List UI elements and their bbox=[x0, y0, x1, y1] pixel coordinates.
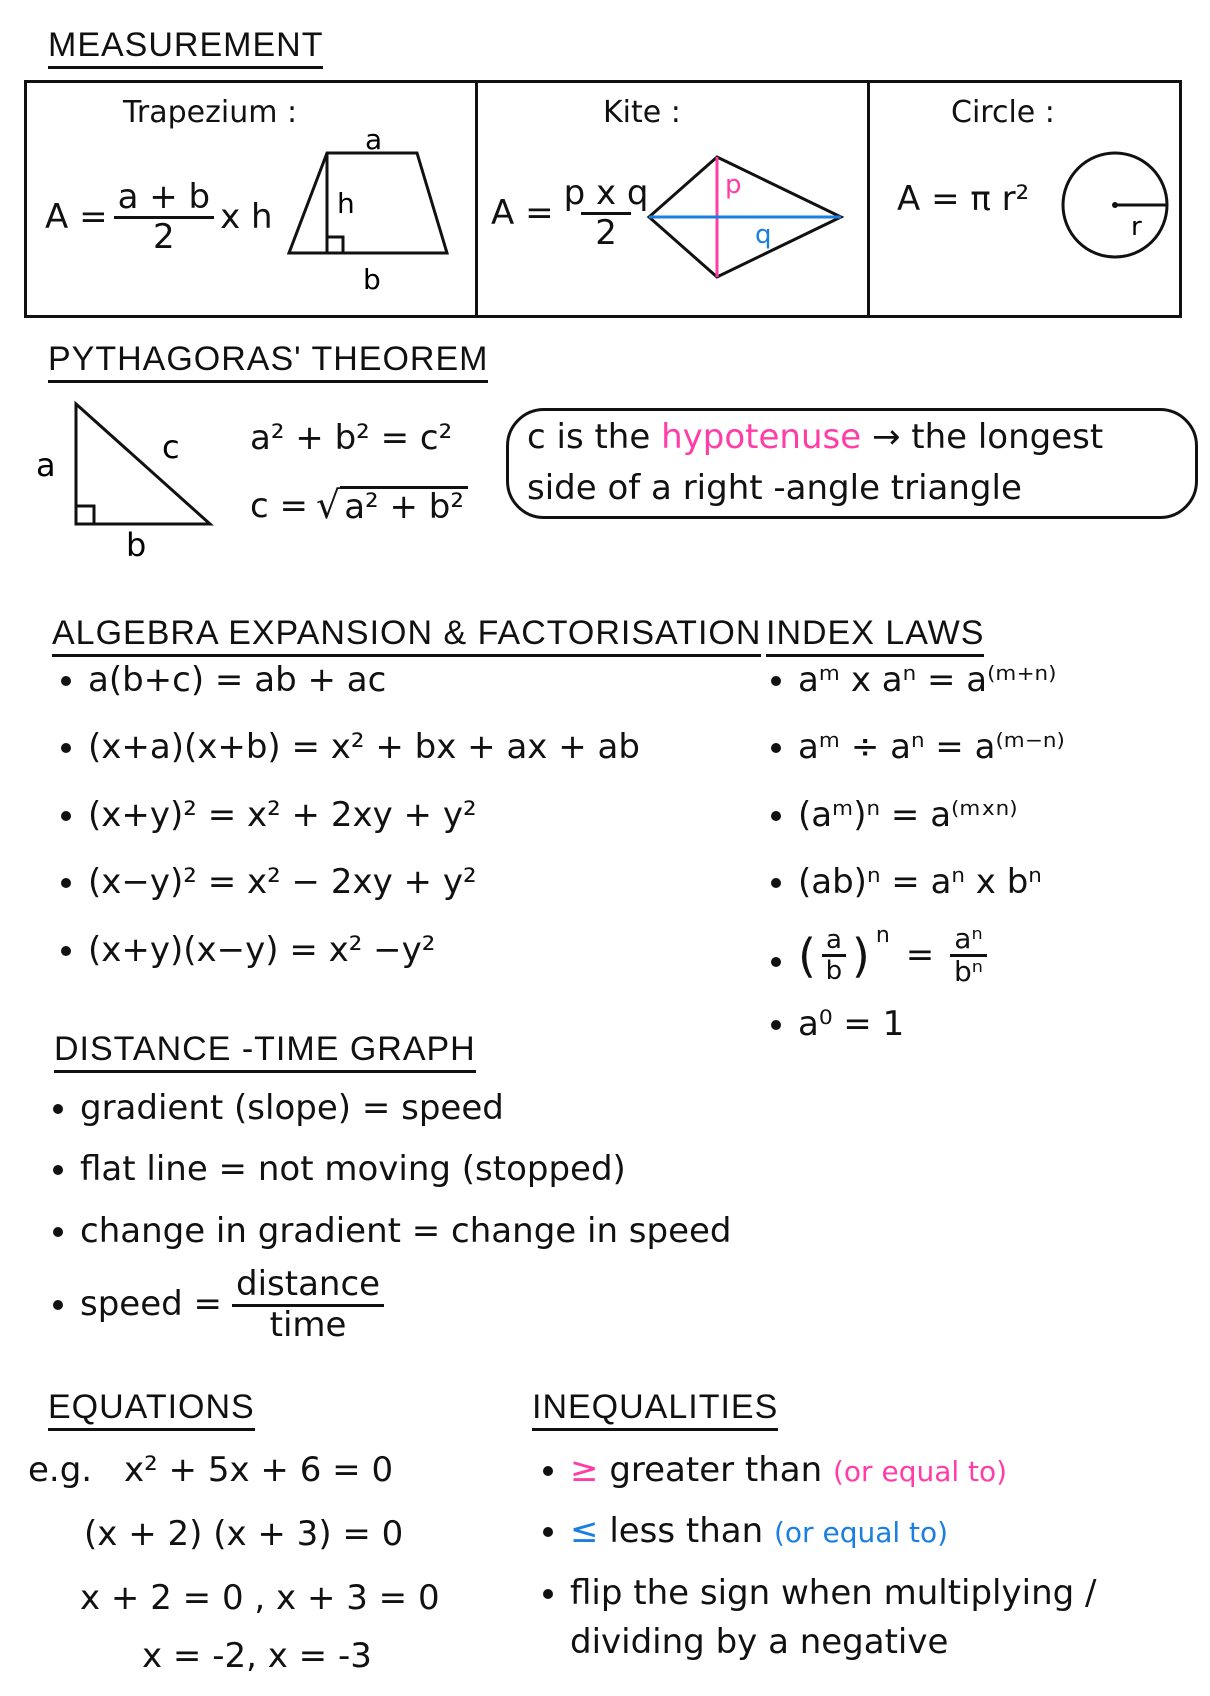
triangle-label-c: c bbox=[162, 428, 180, 466]
less-than-text: less than bbox=[609, 1511, 764, 1552]
less-than-note: (or equal to) bbox=[774, 1516, 949, 1550]
circle-diagram bbox=[1057, 147, 1177, 267]
kite-cell bbox=[475, 83, 870, 315]
law-lhs-numerator: a bbox=[822, 926, 846, 958]
circle-cell bbox=[867, 83, 1179, 315]
equation-line-3: x + 2 = 0 , x + 3 = 0 bbox=[80, 1578, 440, 1618]
pythagoras-heading: PYTHAGORAS' THEOREM bbox=[48, 342, 488, 383]
list-item: • flat line = not moving (stopped) bbox=[80, 1151, 840, 1188]
trapezium-cell bbox=[27, 83, 478, 315]
circle-formula: A = π r² bbox=[897, 179, 1030, 219]
trapezium-label-h: h bbox=[337, 187, 355, 220]
flip-sign-item bbox=[570, 1572, 1210, 1663]
pythagoras-equation: a² + b² = c² bbox=[250, 418, 453, 458]
trapezium-formula bbox=[45, 179, 273, 257]
root-sign-icon: √ bbox=[316, 483, 341, 527]
fraction-power-law: • ( $\frac{a}{b}$ ) $^n$ = $\frac{\text{aⁿ}}{\text{bⁿ}}$ bbox=[798, 924, 1208, 989]
hypotenuse-note-line2: side of a right -angle triangle bbox=[527, 468, 1022, 509]
speed-denominator: time bbox=[269, 1304, 347, 1345]
greater-than-note: (or equal to) bbox=[833, 1455, 1008, 1488]
hypotenuse-note-bubble bbox=[506, 408, 1198, 519]
kite-label-p: p bbox=[725, 170, 742, 200]
speed-numerator: distance bbox=[232, 1266, 384, 1306]
kite-formula-lhs: A = bbox=[491, 193, 554, 234]
measurement-heading: MEASUREMENT bbox=[48, 28, 323, 69]
greater-than-text: greater than bbox=[609, 1450, 823, 1490]
greater-than-item bbox=[570, 1452, 1210, 1489]
list-item: • (x+a)(x+b) = x² + bx + ax + ab bbox=[88, 729, 748, 766]
greater-equal-symbol: ≥ bbox=[570, 1450, 599, 1490]
flip-sign-line2: dividing by a negative bbox=[570, 1622, 949, 1663]
trapezium-label-b: b bbox=[363, 263, 381, 296]
speed-lhs: • speed = bbox=[80, 1284, 223, 1325]
note-hypotenuse: hypotenuse bbox=[661, 417, 862, 457]
less-than-item bbox=[570, 1513, 1210, 1550]
triangle-label-b: b bbox=[126, 526, 147, 564]
equations-eg: e.g. bbox=[28, 1450, 93, 1490]
equation-line-2: (x + 2) (x + 3) = 0 bbox=[84, 1514, 404, 1554]
square-root bbox=[316, 483, 468, 527]
index-laws-heading: INDEX LAWS bbox=[766, 616, 984, 657]
trapezium-fraction bbox=[114, 179, 215, 257]
law-lhs-power: n bbox=[875, 922, 890, 948]
less-equal-symbol: ≤ bbox=[570, 1511, 599, 1552]
law-rhs-denominator: bⁿ bbox=[953, 955, 983, 989]
list-item: • aᵐ x aⁿ = a⁽ᵐ⁺ⁿ⁾ bbox=[798, 662, 1208, 699]
algebra-list bbox=[54, 662, 748, 969]
list-item: • (ab)ⁿ = aⁿ x bⁿ bbox=[798, 864, 1208, 901]
measurement-table bbox=[24, 80, 1182, 318]
inequalities-heading: INEQUALITIES bbox=[532, 1390, 778, 1431]
list-item: • gradient (slope) = speed bbox=[80, 1090, 840, 1127]
circle-label-r: r bbox=[1131, 212, 1142, 242]
kite-numerator: p x q bbox=[563, 173, 649, 213]
distance-time-list bbox=[50, 1090, 840, 1344]
trapezium-formula-tail: x h bbox=[220, 197, 273, 238]
trapezium-numerator: a + b bbox=[114, 179, 215, 219]
hypotenuse-formula-lhs: c = bbox=[250, 485, 308, 526]
note-pre: c is the bbox=[527, 417, 651, 457]
law-rhs-numerator: aⁿ bbox=[950, 924, 986, 958]
right-triangle-diagram bbox=[30, 396, 220, 564]
list-item: • aᵐ ÷ aⁿ = a⁽ᵐ⁻ⁿ⁾ bbox=[798, 729, 1208, 766]
note-post: → the longest bbox=[871, 417, 1104, 457]
equation-line-1: x² + 5x + 6 = 0 bbox=[124, 1450, 394, 1490]
list-item: • (x−y)² = x² − 2xy + y² bbox=[88, 864, 748, 901]
trapezium-label-a: a bbox=[365, 123, 383, 156]
root-content: a² + b² bbox=[340, 486, 468, 526]
list-item: • a⁰ = 1 bbox=[798, 1006, 1208, 1043]
kite-formula bbox=[491, 175, 652, 253]
law-lhs-denominator: b bbox=[825, 956, 843, 987]
equations-heading: EQUATIONS bbox=[48, 1390, 255, 1431]
kite-diagram bbox=[645, 153, 845, 293]
list-item: • (x+y)(x−y) = x² −y² bbox=[88, 932, 748, 969]
trapezium-diagram bbox=[287, 123, 467, 303]
kite-fraction bbox=[560, 175, 653, 253]
equation-line-4: x = -2, x = -3 bbox=[142, 1636, 372, 1676]
list-item: • change in gradient = change in speed bbox=[80, 1213, 840, 1250]
trapezium-denominator: 2 bbox=[153, 217, 175, 258]
pythagoras-hypotenuse-formula bbox=[250, 483, 468, 527]
list-item: • (aᵐ)ⁿ = a⁽ᵐˣⁿ⁾ bbox=[798, 797, 1208, 834]
kite-denominator: 2 bbox=[581, 212, 631, 252]
trapezium-formula-lhs: A = bbox=[45, 197, 108, 238]
kite-label-q: q bbox=[755, 220, 772, 250]
list-item: • a(b+c) = ab + ac bbox=[88, 662, 748, 699]
triangle-label-a: a bbox=[36, 446, 56, 484]
flip-sign-line1: • flip the sign when multiplying / bbox=[570, 1572, 1097, 1613]
trapezium-title: Trapezium : bbox=[123, 95, 298, 130]
algebra-heading: ALGEBRA EXPANSION & FACTORISATION bbox=[52, 616, 761, 657]
law-equals: = bbox=[905, 935, 935, 976]
hypotenuse-note-line1 bbox=[527, 419, 1177, 456]
inequalities-list bbox=[540, 1452, 1210, 1662]
speed-formula bbox=[80, 1266, 840, 1344]
circle-title: Circle : bbox=[951, 95, 1055, 130]
distance-time-heading: DISTANCE -TIME GRAPH bbox=[54, 1032, 476, 1073]
index-laws-list bbox=[764, 662, 1208, 1044]
kite-title: Kite : bbox=[603, 95, 681, 130]
list-item: • (x+y)² = x² + 2xy + y² bbox=[88, 797, 748, 834]
